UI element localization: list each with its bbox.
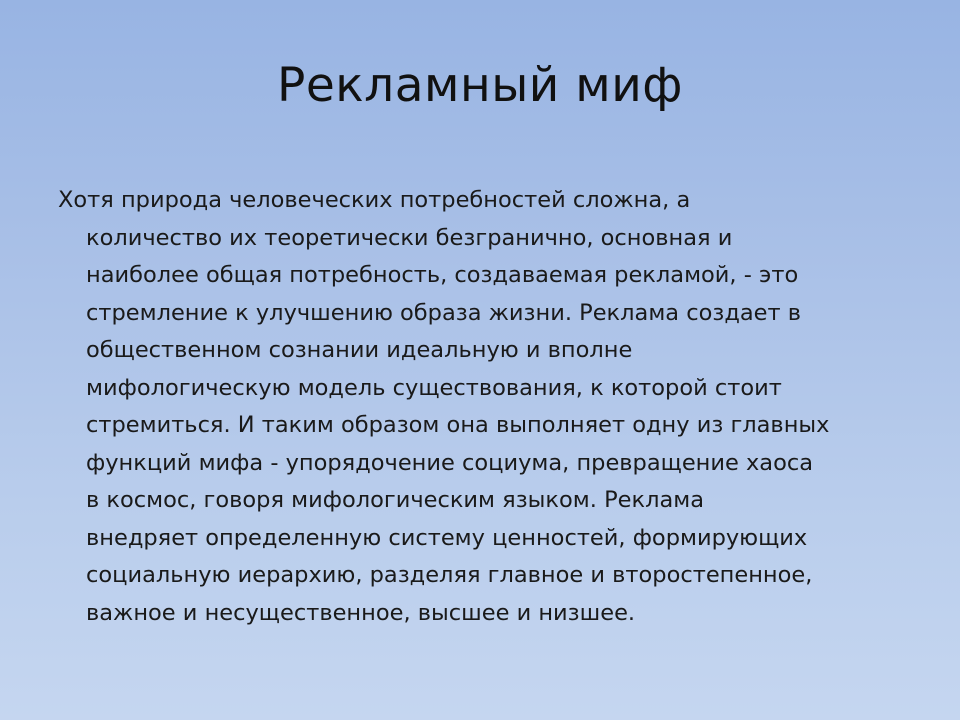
body-line: общественном сознании идеальную и вполне bbox=[86, 337, 633, 363]
body-line: мифологическую модель существования, к которой стоит bbox=[86, 374, 782, 401]
body-line: функций мифа - упорядочение социума, превращение хаоса bbox=[86, 449, 814, 476]
body-line: количество их теоретически безгранично, основная и bbox=[86, 224, 733, 251]
body-line: наиболее общая потребность, создаваемая рекламой, - это bbox=[86, 262, 799, 288]
slide-title: Рекламный миф bbox=[277, 58, 683, 113]
body-paragraph bbox=[58, 182, 908, 632]
body-line: стремление к улучшению образа жизни. Реклама создает в bbox=[86, 299, 802, 326]
body-line: социальную иерархию, разделяя главное и второстепенное, bbox=[86, 562, 813, 588]
body-line: в космос, говоря мифологическим языком. Реклама bbox=[86, 487, 705, 513]
body-line: Хотя природа человеческих потребностей сложна, а bbox=[58, 187, 691, 213]
body-line: важное и несущественное, высшее и низшее. bbox=[86, 599, 636, 626]
body-line: внедряет определенную систему ценностей, формирующих bbox=[86, 524, 808, 551]
body-line: стремиться. И таким образом она выполняет одну из главных bbox=[86, 412, 830, 438]
